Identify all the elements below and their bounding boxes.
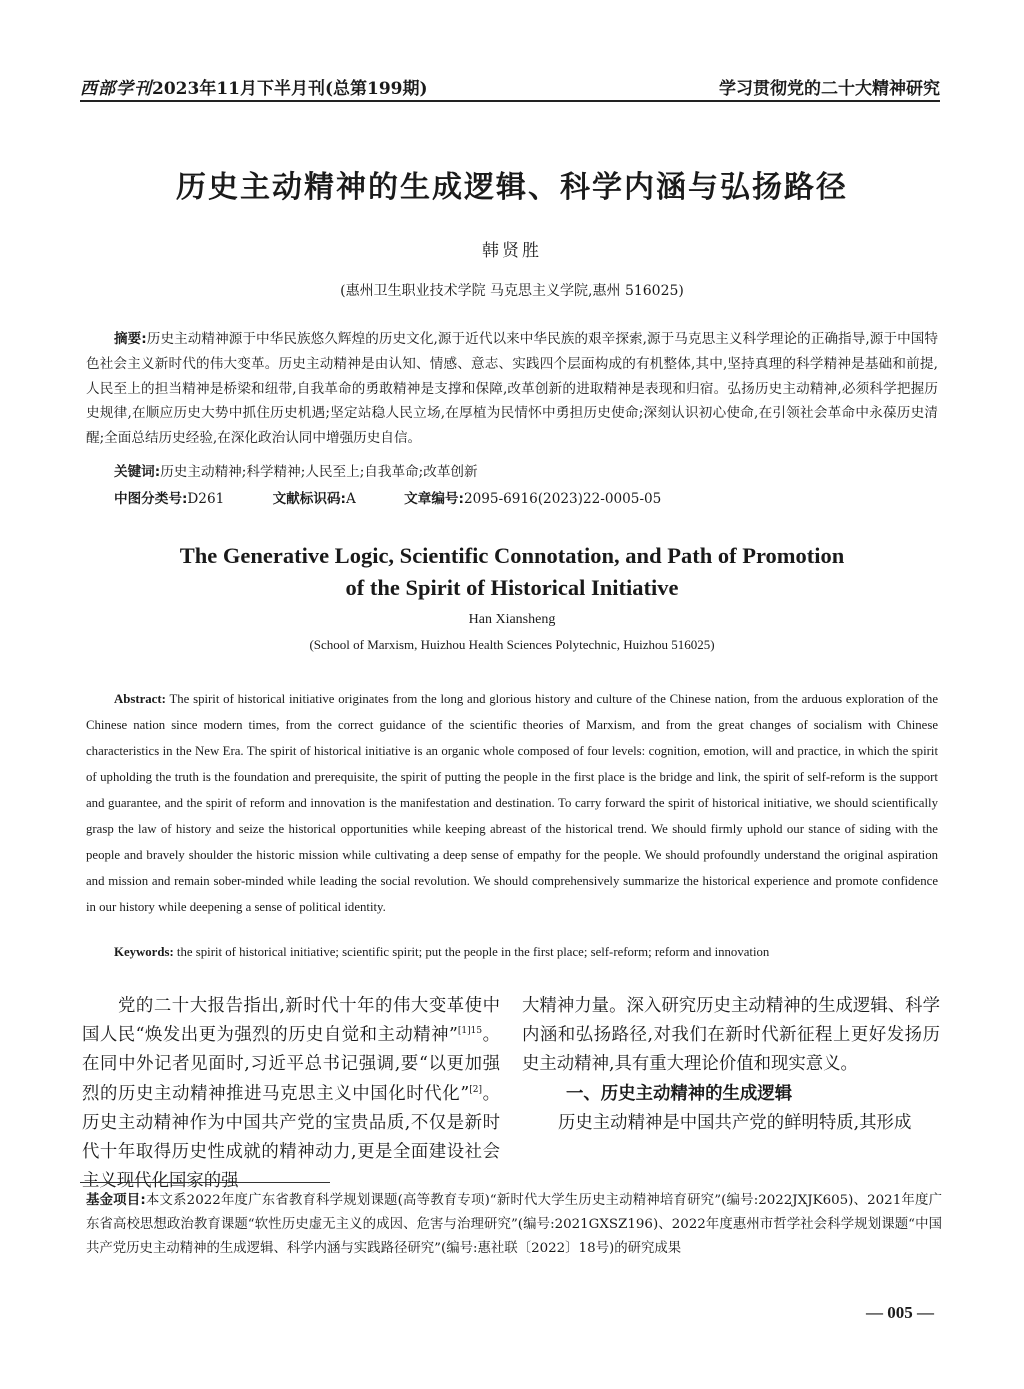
doc-label: 文献标识码: <box>272 491 346 507</box>
footnote-label: 基金项目: <box>86 1193 146 1208</box>
citation-1: [1]15 <box>457 1026 483 1037</box>
section-1-heading: 一、历史主动精神的生成逻辑 <box>566 1083 793 1104</box>
clc-label: 中图分类号: <box>114 491 188 507</box>
abstract-zh-text: 历史主动精神源于中华民族悠久辉煌的历史文化,源于近代以来中华民族的艰辛探索,源于马克思主义科学理论的正确指导,源于中国特色社会主义新时代的伟大变革。历史主动精神是由认知、情感、意志、实践四个层面构成的有机整体,其中,坚持真理的科学精神是基础和前提,人民至上的担当精神是桥梁和纽带,自我革命的勇敢精神是支撑和保障,改革创新的进取精神是表现和归宿。弘扬历史主动精神,必须科学把握历史规律,在顺应历史大势中抓住历史机遇;坚定站稳人民立场,在厚植为民情怀中勇担历史使命;深刻认识初心使命,在引领社会革命中永葆历史清醒;全面总结历史经验,在深化政治认同中增强历史自信。 <box>86 331 939 447</box>
article-number <box>404 487 661 507</box>
affiliation-en: (School of Marxism, Huizhou Health Sciences Polytechnic, Huizhou 516025) <box>309 637 715 652</box>
abstract-zh-label: 摘要: <box>114 331 147 347</box>
doc-code <box>273 487 356 507</box>
citation-2: [2] <box>469 1084 482 1095</box>
keywords-en <box>114 945 769 960</box>
footnote-divider <box>80 1182 330 1183</box>
article-value: 2095-6916(2023)22-0005-05 <box>463 491 662 507</box>
section-title: 学习贯彻党的二十大精神研究 <box>719 79 940 99</box>
p1-part-c-left: 。历史主动精神作为中国共产党的宝贵品质,不仅是新时代十年取得历史性成就的精神动力,更是全面建设社会主义现代化国家的强 <box>82 1083 500 1192</box>
journal-issue-text: 2023年11月下半月刊(总第199期) <box>152 79 428 99</box>
title-en-line2: of the Spirit of Historical Initiative <box>345 575 679 600</box>
classification-info <box>114 487 705 507</box>
funding-footnote <box>86 1189 942 1262</box>
abstract-en <box>86 686 938 920</box>
abstract-en-text: The spirit of historical initiative originates from the long and glorious history and culture of the Chinese nation, from the arduous exploration of the Chinese nation since modern times, from the correct guidance of the scientific theories of Marxism, and from the great changes of socialism with Chinese characteristics in the New Era. The spirit of historical initiative is an organic whole composed of four levels: cognition, emotion, will and practice, in which the spirit of upholding the truth is the foundation and prerequisite, the spirit of putting the people in the first place is the bridge and link, the spirit of self-reform is the support and guarantee, and the spirit of reform and innovation is the manifestation and destination. To carry forward the spirit of historical initiative, we should scientifically grasp the law of history and seize the historical opportunities while keeping abreast of the historical trend. We should firmly uphold our stance of siding with the people and bravely shoulder the historic mission while cultivating a deep sense of empathy for the people. We should profoundly understand the original aspiration and mission and remain sober-minded while leading the social revolution. We should comprehensively summarize the historical experience and promote confidence in our history while deepening a sense of political identity. <box>86 692 939 914</box>
keywords-en-text: the spirit of historical initiative; scientific spirit; put the people in the first place; self-reform; reform and innovation <box>176 945 770 959</box>
footnote-text: 本文系2022年度广东省教育科学规划课题(高等教育专项)“新时代大学生历史主动精神培育研究”(编号:2022JXJK605)、2021年度广东省高校思想政治教育课题“软性历史虚无主义的成因、危害与治理研究”(编号:2021GXSZ196)、2022年度惠州市哲学社会科学规划课题“中国共产党历史主动精神的生成逻辑、科学内涵与实践路径研究”(编号:惠社联〔2022〕18号)的研究成果 <box>86 1193 942 1257</box>
doc-value: A <box>346 491 356 507</box>
article-title-en <box>0 540 1024 604</box>
article-label: 文章编号: <box>404 491 464 507</box>
body-paragraph-1-cont <box>522 992 940 1080</box>
keywords-zh-label: 关键词: <box>114 464 161 480</box>
title-en-line1: The Generative Logic, Scientific Connotation, and Path of Promotion <box>179 543 845 568</box>
body-paragraph-1 <box>82 992 500 1196</box>
author-zh: 韩贤胜 <box>482 241 542 261</box>
affiliation-zh: (惠州卫生职业技术学院 马克思主义学院,惠州 516025) <box>340 283 684 299</box>
article-title-zh: 历史主动精神的生成逻辑、科学内涵与弘扬路径 <box>176 170 848 205</box>
body-column-right <box>522 992 940 1138</box>
body-column-left <box>82 992 500 1196</box>
abstract-en-label: Abstract: <box>114 692 166 706</box>
keywords-en-label: Keywords: <box>114 945 174 959</box>
keywords-zh <box>114 460 478 480</box>
journal-issue <box>80 74 428 99</box>
journal-logo: 西部学刊 <box>80 79 152 99</box>
running-header <box>80 70 940 102</box>
author-en: Han Xiansheng <box>468 612 556 627</box>
clc-value: D261 <box>187 491 225 507</box>
clc-number <box>114 487 224 507</box>
p1-part-c-right: 大精神力量。深入研究历史主动精神的生成逻辑、科学内涵和弘扬路径,对我们在新时代新征程上更好发扬历史主动精神,具有重大理论价值和现实意义。 <box>522 996 940 1075</box>
body-paragraph-2: 历史主动精神是中国共产党的鲜明特质,其形成 <box>558 1112 912 1133</box>
abstract-zh <box>86 327 938 451</box>
p1-part-a: 党的二十大报告指出,新时代十年的伟大变革使中国人民“焕发出更为强烈的历史自觉和主动精神” <box>82 996 500 1046</box>
keywords-zh-text: 历史主动精神;科学精神;人民至上;自我革命;改革创新 <box>160 464 478 480</box>
page-number: — 005 — <box>866 1303 934 1322</box>
p1-part-b: 。在同中外记者见面时,习近平总书记强调,要“以更加强烈的历史主动精神推进马克思主义中国化时代化” <box>82 1025 500 1104</box>
